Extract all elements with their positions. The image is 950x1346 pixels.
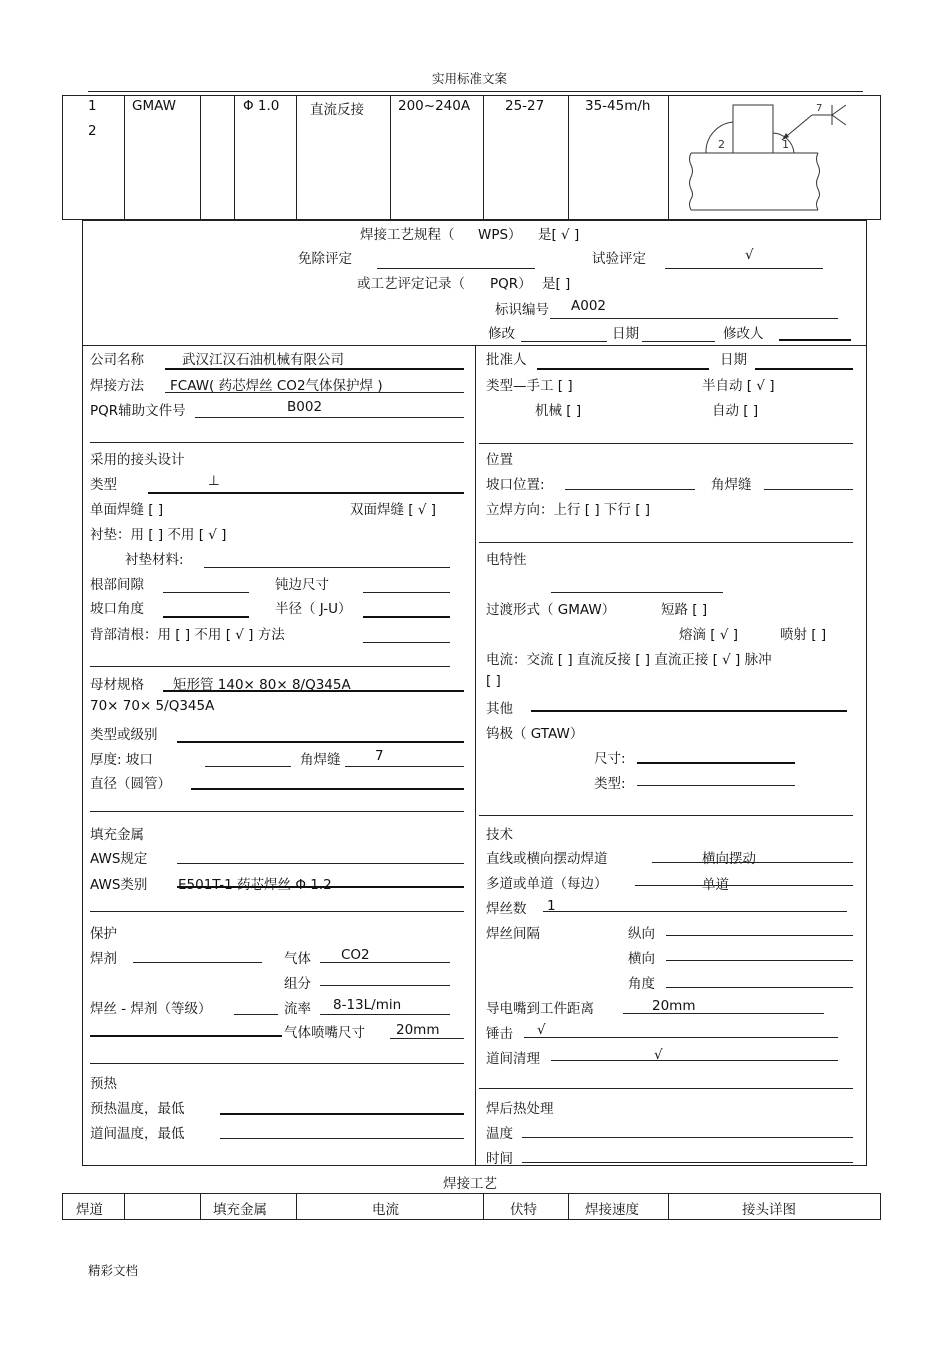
vertical-direction: 立焊方向：上行 [ ] 下行 [ ] xyxy=(486,502,651,518)
wps-title: 焊接工艺规程（ xyxy=(360,227,455,243)
base-metal-value-2: 70× 70× 5/Q345A xyxy=(90,698,215,714)
col-speed: 焊接速度 xyxy=(585,1202,639,1218)
tungsten-type: 类型: xyxy=(594,776,626,792)
type-auto: 自动 [ ] xyxy=(712,403,759,419)
page-header: 实用标准文案 xyxy=(432,71,508,86)
process-cell: GMAW xyxy=(132,98,176,114)
current-type: 电流：交流 [ ] 直流反接 [ ] 直流正接 [ √ ] 脉冲 xyxy=(486,652,772,668)
peening-value: √ xyxy=(537,1022,546,1038)
transfer-spray: 喷射 [ ] xyxy=(780,627,827,643)
grade-label: 类型或级别 xyxy=(90,727,158,743)
pqr-aux-value: B002 xyxy=(287,399,323,415)
test-label: 试验评定 xyxy=(592,251,646,267)
rev-label: 修改 xyxy=(488,326,515,342)
diameter-cell: Φ 1.0 xyxy=(243,98,280,114)
company-label: 公司名称 xyxy=(90,352,144,368)
pwht-title: 焊后热处理 xyxy=(486,1101,554,1117)
tungsten-label: 钨极（ GTAW） xyxy=(486,726,584,742)
sketch-label-2: 2 xyxy=(718,138,725,151)
approver-label: 批准人 xyxy=(486,352,527,368)
shield-title: 保护 xyxy=(90,926,117,942)
current-type-2: [ ] xyxy=(486,673,501,689)
filler-title: 填充金属 xyxy=(90,827,144,843)
approve-date-label: 日期 xyxy=(720,352,747,368)
col-volt: 伏特 xyxy=(510,1202,537,1218)
double-side: 双面焊缝 [ √ ] xyxy=(350,502,437,518)
joint-type-label: 类型 xyxy=(90,477,117,493)
volt-cell: 25-27 xyxy=(505,98,545,114)
preheat-min: 预热温度，最低 xyxy=(90,1101,185,1117)
flow-label: 流率 xyxy=(284,1001,311,1017)
electrical-title: 电特性 xyxy=(486,552,527,568)
col-filler: 填充金属 xyxy=(213,1202,267,1218)
pqr-label: PQR） xyxy=(490,276,532,292)
interpass-clean-value: √ xyxy=(654,1047,663,1063)
nozzle-label: 气体喷嘴尺寸 xyxy=(284,1025,365,1041)
transfer-globular: 熔滴 [ √ ] xyxy=(679,627,739,643)
fillet-value: 7 xyxy=(375,748,384,764)
company-value: 武汉江汉石油机械有限公司 xyxy=(182,352,344,368)
groove-position: 坡口位置: xyxy=(486,477,545,493)
ctwd-label: 导电嘴到工件距离 xyxy=(486,1001,594,1017)
method-value: FCAW( 药芯焊丝 CO2气体保护焊 ) xyxy=(170,378,383,394)
pass-number: 1 xyxy=(88,98,97,114)
spacing-longitudinal: 纵向 xyxy=(628,926,655,942)
wire-count-value: 1 xyxy=(547,898,556,914)
speed-cell: 35-45m/h xyxy=(585,98,651,114)
peening-label: 锤击 xyxy=(486,1026,513,1042)
preheat-title: 预热 xyxy=(90,1076,117,1092)
composition-label: 组分 xyxy=(284,976,311,992)
groove-angle: 坡口角度 xyxy=(90,601,144,617)
pqr-yes: 是[ ] xyxy=(542,276,571,292)
header-rule xyxy=(88,91,863,92)
aws-class-label: AWS类别 xyxy=(90,877,148,893)
backing-material: 衬垫材料: xyxy=(125,552,184,568)
interpass-min: 道间温度，最低 xyxy=(90,1126,185,1142)
back-gouge: 背部清根：用 [ ] 不用 [ √ ] 方法 xyxy=(90,627,285,643)
process-title: 焊接工艺 xyxy=(443,1176,497,1192)
gas-value: CO2 xyxy=(341,947,370,963)
type-semi-auto: 半自动 [ √ ] xyxy=(702,378,775,394)
polarity-cell: 直流反接 xyxy=(310,102,364,118)
flux-label: 焊剂 xyxy=(90,951,117,967)
type-machine: 机械 [ ] xyxy=(535,403,582,419)
aws-class-value: E501T-1 药芯焊丝 Φ 1.2 xyxy=(178,877,332,893)
weave-value: 横向摆动 xyxy=(702,851,756,867)
blunt-size: 钝边尺寸 xyxy=(275,577,329,593)
pqr-aux-label: PQR辅助文件号 xyxy=(90,403,186,419)
rev-by-label: 修改人 xyxy=(723,326,764,342)
type-manual: 类型—手工 [ ] xyxy=(486,378,573,394)
col-pass: 焊道 xyxy=(76,1202,103,1218)
tungsten-size: 尺寸: xyxy=(594,751,626,767)
transfer-short: 短路 [ ] xyxy=(661,602,708,618)
date-label: 日期 xyxy=(612,326,639,342)
method-label: 焊接方法 xyxy=(90,378,144,394)
col-joint-detail: 接头详图 xyxy=(742,1202,796,1218)
joint-title: 采用的接头设计 xyxy=(90,452,185,468)
wps-yes: 是[ √ ] xyxy=(538,227,580,243)
backing: 衬垫：用 [ ] 不用 [ √ ] xyxy=(90,527,227,543)
fillet-position: 角焊缝 xyxy=(711,477,752,493)
spacing-angle: 角度 xyxy=(628,976,655,992)
aws-spec-label: AWS规定 xyxy=(90,851,148,867)
thickness-label: 厚度: 坡口 xyxy=(90,752,153,768)
test-check: √ xyxy=(745,247,754,263)
exempt-label: 免除评定 xyxy=(298,251,352,267)
interpass-clean-label: 道间清理 xyxy=(486,1051,540,1067)
single-side: 单面焊缝 [ ] xyxy=(90,502,164,518)
fillet-label: 角焊缝 xyxy=(300,752,341,768)
ctwd-value: 20mm xyxy=(652,998,696,1014)
id-label: 标识编号 xyxy=(495,302,549,318)
pwht-temp: 温度 xyxy=(486,1126,513,1142)
joint-detail-sketch xyxy=(686,100,866,215)
transfer-mode: 过渡形式（ GMAW） xyxy=(486,602,616,618)
wps-label: WPS） xyxy=(478,227,522,243)
flow-value: 8-13L/min xyxy=(333,997,402,1013)
weave-label: 直线或横向摆动焊道 xyxy=(486,851,608,867)
wire-flux-label: 焊丝 - 焊剂（等级） xyxy=(90,1001,212,1017)
col-current: 电流 xyxy=(372,1202,399,1218)
wire-count-label: 焊丝数 xyxy=(486,901,527,917)
base-metal-value: 矩形管 140× 80× 8/Q345A xyxy=(173,677,351,693)
technique-title: 技术 xyxy=(486,827,513,843)
pqr-title: 或工艺评定记录（ xyxy=(357,276,465,292)
multi-pass-label: 多道或单道（每边） xyxy=(486,876,608,892)
current-cell: 200~240A xyxy=(398,98,471,114)
radius: 半径（ J-U） xyxy=(275,601,352,617)
root-gap: 根部间隙 xyxy=(90,577,144,593)
diameter-label: 直径（圆管） xyxy=(90,776,171,792)
other-label: 其他 xyxy=(486,701,513,717)
position-title: 位置 xyxy=(486,452,513,468)
sketch-label-1: 1 xyxy=(782,138,789,151)
multi-pass-value: 单道 xyxy=(702,877,729,893)
id-value: A002 xyxy=(571,298,607,314)
wire-spacing-label: 焊丝间隔 xyxy=(486,926,540,942)
joint-type-value: ⊥ xyxy=(208,473,220,489)
pwht-time: 时间 xyxy=(486,1151,513,1167)
sketch-label-7: 7 xyxy=(816,103,823,114)
page-footer: 精彩文档 xyxy=(88,1263,139,1278)
pass-number-2: 2 xyxy=(88,123,97,139)
spacing-lateral: 横向 xyxy=(628,951,655,967)
nozzle-value: 20mm xyxy=(396,1022,440,1038)
base-metal-label: 母材规格 xyxy=(90,677,144,693)
gas-label: 气体 xyxy=(284,951,311,967)
